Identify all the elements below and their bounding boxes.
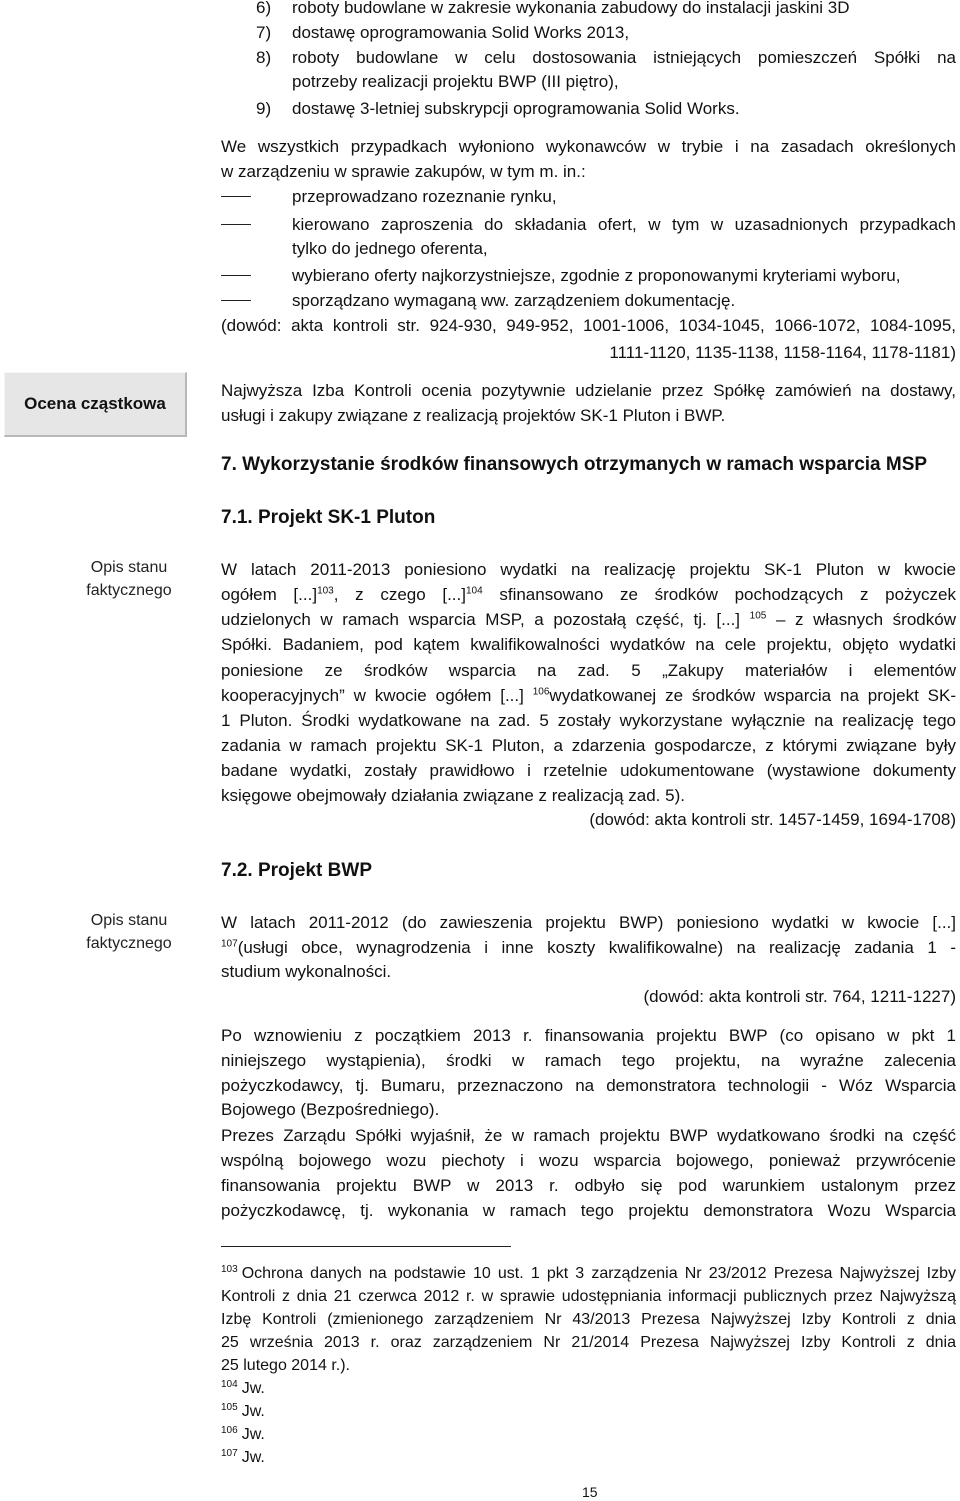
footnote-ref: 105: [749, 610, 767, 622]
paragraph-line: pożyczkodawcę, tj. wykonania w ramach tego projektu demonstratora Wozu Wsparcia: [221, 1201, 956, 1220]
footnote-105: [221, 1400, 956, 1423]
list-item-text: roboty budowlane w celu dostosowania istniejących pomieszczeń Spółki na: [292, 48, 956, 67]
paragraph-line: zadania w ramach projektu SK-1 Pluton, a zdarzenia gospodarcze, z którymi związane były: [221, 736, 956, 755]
paragraph-line: niniejszego wystąpienia), środki w ramach tego projektu, na wyraźne zalecenia: [221, 1051, 956, 1070]
ocena-text: Najwyższa Izba Kontroli ocenia pozytywnie udzielanie przez Spółkę zamówień na dostawy,: [221, 381, 956, 400]
paragraph-line: pożyczkodawcy, tj. Bumaru, przeznaczono na demonstratora technologii - Wóz Wsparcia: [221, 1076, 956, 1095]
opis-label-line: Opis stanu: [90, 559, 168, 576]
footnote-number: 104: [221, 1378, 238, 1390]
text-run: wydatkowanej ze środków wsparcia na projekt SK-: [549, 686, 956, 705]
text-run: Jw.: [241, 1449, 265, 1466]
evidence-citation: (dowód: akta kontroli str. 1457-1459, 1694-1708): [589, 810, 956, 829]
text-run: sfinansowano ze środków pochodzących z pożyczek: [482, 585, 956, 604]
opis-stanu-label: [70, 556, 188, 602]
footnote-number: 103: [221, 1263, 238, 1275]
text-run: ogółem [...]: [221, 585, 318, 604]
ocena-czastkowa-label: [4, 372, 187, 437]
paragraph-line: [221, 608, 956, 632]
footnote-line: [221, 1262, 956, 1285]
footnote-number: 105: [221, 1401, 238, 1413]
dash-item: kierowano zaproszenia do składania ofert, w tym w uzasadnionych przypadkach: [292, 215, 956, 234]
paragraph-line: 1 Pluton. Środki wydatkowane na zad. 5 zostały wykorzystane wyłącznie na realizację tego: [221, 711, 956, 730]
dash-bullet: [221, 300, 251, 301]
opis-stanu-label: [70, 909, 188, 955]
footnote-number: 107: [221, 1447, 238, 1459]
footnote-ref: 104: [465, 585, 483, 597]
text-run: , z czego [...]: [333, 585, 466, 604]
dash-bullet: [221, 196, 251, 197]
footnote-line: Kontroli z dnia 21 czerwca 2012 r. w sprawie udostępniania informacji publicznych przez Najwyższą: [221, 1288, 956, 1305]
text-run: udzielonych w ramach wsparcia MSP, a pozostałą część, tj. [...]: [221, 610, 741, 629]
evidence-citation: (dowód: akta kontroli str. 764, 1211-1227): [643, 987, 956, 1006]
footnote-line: 25 września 2013 r. oraz zarządzeniem Nr 21/2014 Prezesa Najwyższej Izby Kontroli z dnia: [221, 1334, 956, 1351]
subsection-heading: 7.1. Projekt SK-1 Pluton: [221, 507, 436, 528]
paragraph-line: We wszystkich przypadkach wyłoniono wykonawców w trybie i na zasadach określonych: [221, 137, 956, 156]
footnote-number: 106: [221, 1424, 238, 1436]
paragraph-line: [221, 583, 956, 607]
footnote-ref: 103: [317, 585, 334, 597]
list-number: 8): [256, 48, 272, 67]
list-number: 7): [256, 23, 272, 42]
paragraph-line: W latach 2011-2012 (do zawieszenia projektu BWP) poniesiono wydatki w kwocie [...]: [221, 913, 956, 932]
paragraph-line: księgowe obejmowały działania związane z realizacją zad. 5).: [221, 786, 685, 805]
dash-item-continued: tylko do jednego oferenta,: [292, 239, 488, 258]
text-run: kooperacyjnych” w kwocie ogółem [...]: [221, 686, 524, 705]
paragraph-line: [221, 684, 956, 708]
dash-bullet: [221, 275, 251, 276]
paragraph-line: W latach 2011-2013 poniesiono wydatki na realizację projektu SK-1 Pluton w kwocie: [221, 560, 956, 579]
text-run: – z własnych środków: [775, 610, 956, 629]
text-run: (usługi obce, wynagrodzenia i inne koszty kwalifikowalne) na realizację zadania 1 -: [237, 938, 956, 957]
list-number: 9): [256, 99, 272, 118]
paragraph-line: Bojowego (Bezpośredniego).: [221, 1100, 440, 1119]
footnote-106: [221, 1423, 956, 1446]
footnote-line: Izbę Kontroli (zmienionego zarządzeniem Nr 43/2013 Prezesa Najwyższej Izby Kontroli z dnia: [221, 1311, 956, 1328]
paragraph-line: Spółki. Badaniem, pod kątem kwalifikowalności wydatków na cele projektu, objęto wydatki: [221, 635, 956, 654]
footnote-103: [221, 1262, 956, 1469]
opis-label-line: faktycznego: [86, 935, 172, 952]
footnote-107: [221, 1446, 956, 1469]
list-item-text: dostawę oprogramowania Solid Works 2013,: [292, 23, 630, 42]
dash-item: wybierano oferty najkorzystniejsze, zgodnie z proponowanymi kryteriami wyboru,: [292, 266, 901, 285]
footnote-separator: [221, 1246, 511, 1247]
opis-label-line: faktycznego: [86, 582, 172, 599]
dash-bullet: [221, 224, 251, 225]
paragraph-line: w zarządzeniu w sprawie zakupów, w tym m. in.:: [221, 162, 586, 181]
subsection-heading: 7.2. Projekt BWP: [221, 860, 372, 881]
paragraph-line: finansowania projektu BWP w 2013 r. odbyło się pod warunkiem ustalonym przez: [221, 1176, 956, 1195]
list-item-text-continued: potrzeby realizacji projektu BWP (III piętro),: [292, 72, 619, 91]
text-run: Jw.: [241, 1380, 265, 1397]
paragraph-line: badane wydatki, zostały prawidłowo i rzetelnie udokumentowane (wystawione dokumenty: [221, 761, 956, 780]
footnote-ref: 107: [221, 938, 238, 950]
evidence-citation-continued: 1111-1120, 1135-1138, 1158-1164, 1178-1181): [609, 343, 956, 362]
paragraph-line: Po wznowieniu z początkiem 2013 r. finansowania projektu BWP (co opisano w pkt 1: [221, 1026, 956, 1045]
paragraph-line: studium wykonalności.: [221, 962, 392, 981]
text-run: Jw.: [241, 1426, 265, 1443]
page-number: 15: [582, 1484, 598, 1500]
footnote-line: 25 lutego 2014 r.).: [221, 1357, 350, 1374]
dash-item: przeprowadzano rozeznanie rynku,: [292, 187, 557, 206]
opis-label-line: Opis stanu: [90, 912, 168, 929]
ocena-text: usługi i zakupy związane z realizacją projektów SK-1 Pluton i BWP.: [221, 406, 726, 425]
paragraph-line: Prezes Zarządu Spółki wyjaśnił, że w ramach projektu BWP wydatkowano środki na część: [221, 1126, 956, 1145]
list-item-text: roboty budowlane w zakresie wykonania zabudowy do instalacji jaskini 3D: [292, 0, 850, 17]
footnote-ref: 106: [532, 686, 550, 698]
evidence-citation: (dowód: akta kontroli str. 924-930, 949-952, 1001-1006, 1034-1045, 1066-1072, 1084-1095,: [221, 316, 956, 335]
text-run: Jw.: [241, 1403, 265, 1420]
list-number: 6): [256, 0, 272, 17]
footnote-104: [221, 1377, 956, 1400]
ocena-label-text: Ocena cząstkowa: [24, 394, 166, 413]
dash-item: sporządzano wymaganą ww. zarządzeniem dokumentację.: [292, 291, 736, 310]
paragraph-line: poniesione ze środków wsparcia na zad. 5 „Zakupy materiałów i elementów: [221, 661, 956, 680]
text-run: Ochrona danych na podstawie 10 ust. 1 pkt 3 zarządzenia Nr 23/2012 Prezesa Najwyższej Izby: [241, 1265, 956, 1282]
paragraph-line: [221, 936, 956, 960]
paragraph-line: wspólną bojowego wozu piechoty i wozu wsparcia bojowego, ponieważ przywrócenie: [221, 1151, 956, 1170]
section-heading: 7. Wykorzystanie środków finansowych otrzymanych w ramach wsparcia MSP: [221, 454, 928, 475]
list-item-text: dostawę 3-letniej subskrypcji oprogramowania Solid Works.: [292, 99, 740, 118]
